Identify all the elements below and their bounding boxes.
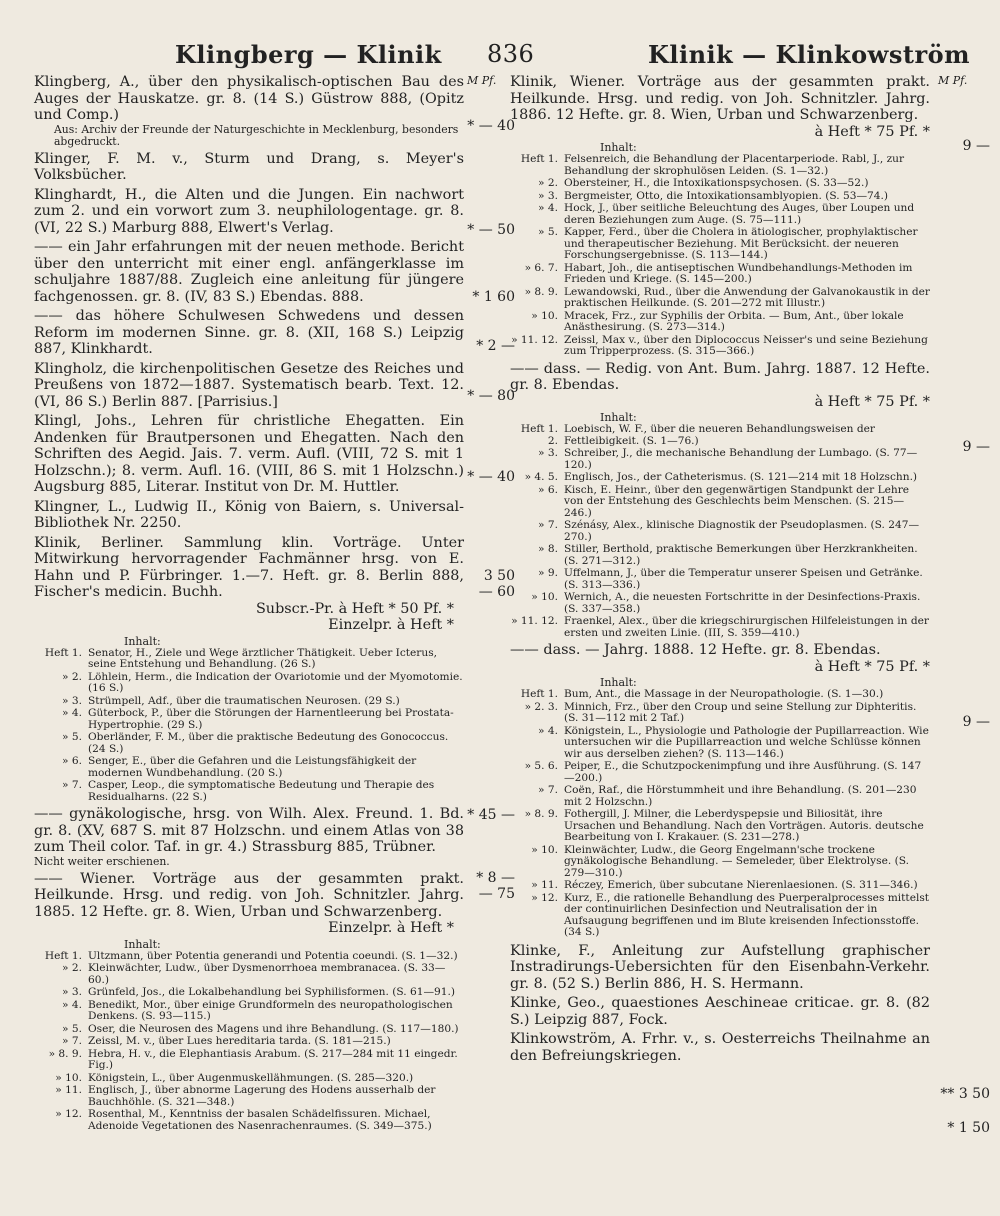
list-item [510,154,930,177]
item-text: Lewandowski, Rud., über die Anwendung der Galvanokaustik in der praktischen Heilkunde. (S. 201—272 mit Illustr.) [564,285,930,309]
item-number: Heft 1. [44,949,82,962]
price: — 75 [478,886,515,902]
item-text: Benedikt, Mor., über einige Grundformeln des neuropathologischen Denkens. (S. 93—115.) [88,998,453,1022]
item-text: Hock, J., über seitliche Beleuchtung des Auges, über Loupen und deren Beziehungen zum Auge. (S. 75—111.) [564,202,915,226]
list-item [510,592,930,615]
item-text: Wernich, A., die neuesten Fortschritte in der Desinfections-Praxis. (S. 337—358.) [564,591,921,615]
item-text: Englisch, Jos., der Catheterismus. (S. 121—214 mit 18 Holzschn.) [564,471,918,483]
entry-klingl: Klingl, Johs., Lehren für christliche Ehegatten. Ein Andenken für Brautpersonen und Ehegatten. Nach den Schriften des Aegid. Jais. 7. verm. Aufl. (VIII, 72 S. mit 1 Holzschn.); 8. verm. Aufl. 16. (VIII, 86 S. mit 1 Holzschn.) Augsburg 885, Literar. Institut von Dr. M. Huttler. [34,413,464,495]
list-item [510,568,930,591]
price: * — 40 [467,118,515,134]
list-item [510,689,930,701]
list-item [510,544,930,567]
item-number: » 10. [531,309,558,322]
item-number: » 8. 9. [524,285,558,298]
price: * — 40 [467,469,515,485]
price: * — 50 [467,222,515,238]
item-text: Hebra, H. v., die Elephantiasis Arabum. (S. 217—284 mit 11 eingedr. Fig.) [88,1047,458,1071]
item-number: » 2. [62,962,82,974]
entry-klinghardt-schulwesen: —— das höhere Schulwesen Schwedens und dessen Reform im modernen Sinne. gr. 8. (XII, 168 S.) Leipzig 887, Klinkhardt. [34,308,464,357]
item-text: Englisch, J., über abnorme Lagerung des Hodens ausserhalb der Bauchhöhle. (S. 321—348.) [88,1084,436,1108]
item-text: Senger, E., über die Gefahren und die Leistungsfähigkeit der modernen Wundbehandlung. (20 S.) [88,755,417,779]
item-number: » 4. [538,724,558,737]
list-item [34,1024,464,1036]
left-column [34,74,464,1133]
list-item [34,672,464,695]
price: — 60 [478,584,515,600]
item-text: Mracek, Frz., zur Syphilis der Orbita. — Bum, Ant., über lokale Anästhesirung. (S. 273—314.) [564,309,904,333]
item-text: Löhlein, Herm., die Indication der Ovariotomie und der Myomotomie. (16 S.) [88,670,463,694]
price: * 8 — [476,870,515,886]
price: * 1 60 [472,289,515,305]
item-number: » 2. [538,177,558,189]
item-number: » 3. [538,189,558,202]
right-column [510,74,930,1067]
price-heft-1888: à Heft * 75 Pf. * [814,658,930,675]
item-text: Ultzmann, über Potentia generandi und Potentia coeundi. (S. 1—32.) [88,949,458,962]
list-item [34,1000,464,1023]
item-number: » 11. [55,1084,82,1096]
item-number: » 5. [538,226,558,238]
list-item [510,485,930,520]
contents-heading-1886: Inhalt: [600,141,637,154]
item-number: » 4. [62,998,82,1011]
item-number: » 9. [538,567,558,579]
entry-klinik-wiener-1885: —— Wiener. Vorträge aus der gesammten prakt. Heilkunde. Hrsg. und redig. von Joh. Schnitzler. Jahrg. 1885. 12 Hefte. gr. 8. Wien, Urban und Schwarzenberg. [34,870,464,920]
list-item [510,726,930,761]
contents-heading-1888: Inhalt: [600,676,637,689]
left-price-margin [455,74,515,1134]
item-number: » 4. [538,202,558,214]
item-text: Kleinwächter, Ludw., über Dysmenorrhoea membranacea. (S. 33—60.) [88,962,446,986]
entry-klinik-wiener-1887: —— dass. — Redig. von Ant. Bum. Jahrg. 1887. 12 Hefte. gr. 8. Ebendas. [510,360,930,393]
entry-klingner: Klingner, L., Ludwig II., König von Baiern, s. Universal-Bibliothek Nr. 2250. [34,498,464,531]
price: * — 80 [467,388,515,404]
entry-klinghardt-jahr: —— ein Jahr erfahrungen mit der neuen methode. Bericht über den unterricht mit einer engl. anfängerklasse im schuljahre 1887/88. Zugleich eine anleitung für jüngere fachgenossen. gr. 8. (IV, 83 S.) Ebendas. 888. [34,239,464,305]
list-item [34,696,464,708]
contents-list-1888 [510,689,930,939]
list-item [510,424,930,447]
item-number: » 12. [55,1108,82,1120]
item-number: Heft 1. 2. [520,423,558,447]
item-number: » 5. 6. [524,760,558,772]
list-item [510,263,930,286]
item-text: Szénásy, Alex., klinische Diagnostik der Pseudoplasmen. (S. 247—270.) [564,519,920,543]
item-number: » 7. [62,779,82,791]
list-item [34,1036,464,1048]
list-item [510,472,930,484]
entry-klinghardt: Klinghardt, H., die Alten und die Jungen. Ein nachwort zum 2. und ein vorwort zum 3. neuphilologentage. gr. 8. (VI, 22 S.) Marburg 888, Elwert's Verlag. [34,186,464,236]
price-subscr: Subscr.-Pr. à Heft * 50 Pf. * [255,600,454,617]
list-item [34,648,464,671]
list-item [510,203,930,226]
item-number: » 7. [538,784,558,796]
entry-klinger: Klinger, F. M. v., Sturm und Drang, s. Meyer's Volksbücher. [34,150,464,183]
entry-note: Aus: Archiv der Freunde der Naturgeschichte in Mecklenburg, besonders abgedruckt. [54,122,459,148]
item-number: Heft 1. [520,688,558,700]
contents-heading-1887: Inhalt: [600,411,637,424]
right-price-margin [930,74,1000,1134]
price-heft-1886: à Heft * 75 Pf. * [814,123,930,140]
price: * 2 — [476,338,515,354]
item-text: Coën, Raf., die Hörstummheit und ihre Behandlung. (S. 201—230 mit 2 Holzschn.) [564,784,917,808]
list-item [34,963,464,986]
item-number: » 3. [538,447,558,459]
price: * 45 — [467,807,515,823]
list-item [510,335,930,358]
list-item [510,191,930,203]
item-text: Habart, Joh., die antiseptischen Wundbehandlungs-Methoden im Frieden und Kriege. (S. 145—200.) [564,261,913,285]
item-text: Königstein, L., Physiologie und Pathologie der Pupillarreaction. Wie untersuchen wir die Pupillarreaction und welche Schlüsse können wir aus derselben ziehen? (S. 113—146.) [564,724,929,760]
entry-klinik-gynaek: —— gynäkologische, hrsg. von Wilh. Alex. Freund. 1. Bd. gr. 8. (XV, 687 S. mit 87 Holzschn. und einem Atlas von 38 zum Theil color. Taf. in gr. 4.) Strassburg 885, Trübner. [34,806,464,855]
item-number: » 11. [531,879,558,891]
list-item [510,311,930,334]
entry-klinke-geo: Klinke, Geo., quaestiones Aeschineae criticae. gr. 8. (82 S.) Leipzig 887, Fock. [510,995,930,1028]
item-number: » 11. 12. [511,615,558,627]
item-text: Loebisch, W. F., über die neueren Behandlungsweisen der Fettleibigkeit. (S. 1—76.) [564,423,875,447]
list-item [34,780,464,803]
item-text: Minnich, Frz., über den Croup und seine Stellung zur Diphteritis. (S. 31—112 mit 2 Taf.) [564,700,917,724]
item-text: Schreiber, J., die mechanische Behandlung der Lumbago. (S. 77—120.) [564,447,918,471]
item-number: » 6. 7. [524,261,558,274]
price: 3 50 [483,568,515,584]
list-item [510,761,930,784]
item-text: Felsenreich, die Behandlung der Placentarperiode. Rabl, J., zur Behandlung der skrophulösen Leiden. (S. 1—32.) [564,153,905,177]
item-text: Fraenkel, Alex., über die kriegschirurgischen Hilfeleistungen in der ersten und zweiten Linie. (III, S. 359—410.) [564,615,929,639]
item-text: Oberländer, F. M., über die praktische Bedeutung des Gonococcus. (24 S.) [88,731,449,755]
item-text: Rosenthal, M., Kenntniss der basalen Schädelfissuren. Michael, Adenoide Vegetationen des Nasenrachenraumes. (S. 349—375.) [88,1108,432,1132]
item-number: » 2. 3. [524,700,558,713]
item-number: » 8. 9. [524,808,558,820]
margin-heading: M Pf. [938,74,968,87]
entry-klinik-wiener-1888: —— dass. — Jahrg. 1888. 12 Hefte. gr. 8. Ebendas. [510,642,881,658]
list-item [510,785,930,808]
item-text: Peiper, E., die Schutzpockenimpfung und ihre Ausführung. (S. 147—200.) [564,760,922,784]
page-number: 836 [487,40,535,68]
item-number: » 11. 12. [511,333,558,346]
list-item [34,1049,464,1072]
item-number: » 10. [531,591,558,603]
item-number: » 10. [531,843,558,856]
contents-list-1887 [510,424,930,639]
item-number: » 8. 9. [48,1047,82,1060]
item-text: Senator, H., Ziele und Wege ärztlicher Thätigkeit. Ueber Icterus, seine Entstehung und Behandlung. (26 S.) [88,646,437,670]
item-text: Fothergill, J. Milner, die Leberdyspepsie und Biliosität, ihre Ursachen und Behandlung. Nach den Vorträgen. Autoris. deutsche Bearbeitung von I. Krakauer. (S. 231—278.) [564,808,924,843]
list-item [510,227,930,262]
list-item [510,880,930,892]
item-text: Kurz, E., die rationelle Behandlung des Puerperalprocesses mittelst der continuirlichen Desinfection und Neutralisation der in Aufsaugung begriffenen und im Blute kreisenden Infectionsstoffe. (34 S.) [564,891,930,938]
list-item [510,845,930,880]
list-item [34,1085,464,1108]
item-text: Königstein, L., über Augenmuskellähmungen. (S. 285—320.) [88,1071,414,1084]
price: ** 3 50 [940,1086,990,1102]
item-text: Kisch, E. Heinr., über den gegenwärtigen Standpunkt der Lehre von der Entstehung des Geschlechts beim Menschen. (S. 215—246.) [564,483,910,519]
entry-klinik-wiener-1886: Klinik, Wiener. Vorträge aus der gesammten prakt. Heilkunde. Hrsg. und redig. von Joh. Schnitzler. Jahrg. 1886. 12 Hefte. gr. 8. Wien, Urban und Schwarzenberg. [510,74,930,123]
list-item [34,756,464,779]
list-item [34,1109,464,1132]
list-item [34,1073,464,1085]
list-item [510,287,930,310]
item-number: » 3. [62,986,82,998]
running-head-left: Klingberg — Klinik [175,40,442,69]
item-text: Obersteiner, H., die Intoxikationspsychosen. (S. 33—52.) [564,177,869,189]
entry-note-gynaek: Nicht weiter erschienen. [34,854,170,868]
item-number: » 7. [538,519,558,531]
price-einzel: Einzelpr. à Heft * [328,617,454,633]
list-item [510,809,930,844]
price: 9 — [962,138,990,154]
entry-klingholz: Klingholz, die kirchenpolitischen Gesetze des Reiches und Preußens von 1872—1887. Systematisch bearb. Text. 12. (VI, 86 S.) Berlin 887. [Parrisius.] [34,360,464,410]
item-text: Kleinwächter, Ludw., die Georg Engelmann'sche trockene gynäkologische Behandlung. — Semeleder, über Elektrolyse. (S. 279—310.) [564,843,909,879]
entry-klingberg [34,74,464,124]
item-text: Oser, die Neurosen des Magens und ihre Behandlung. (S. 117—180.) [88,1022,459,1035]
item-text: Güterbock, P., über die Störungen der Harnentleerung bei Prostata-Hypertrophie. (29 S.) [88,707,454,731]
list-item [510,702,930,725]
item-text: Bergmeister, Otto, die Intoxikationsamblyopien. (S. 53—74.) [564,189,889,202]
list-item [510,178,930,190]
item-number: Heft 1. [520,153,558,165]
item-number: » 4. 5. [524,471,558,483]
item-number: » 10. [55,1071,82,1084]
item-number: » 5. [62,1022,82,1035]
price: 9 — [962,439,990,455]
entry-klinik-berliner: Klinik, Berliner. Sammlung klin. Vorträge. Unter Mitwirkung hervorragender Fachmänner hrsg. von E. Hahn und P. Fürbringer. 1.—7. Heft. gr. 8. Berlin 888, Fischer's medicin. Buchh. [34,534,464,600]
item-number: » 6. [62,755,82,767]
item-number: » 5. [62,731,82,743]
contents-list-1886 [510,154,930,358]
contents-list-wiener-1885 [34,951,464,1133]
list-item [510,520,930,543]
item-number: Heft 1. [44,646,82,659]
item-text: Zeissl, Max v., über den Diplococcus Neisser's und seine Beziehung zum Tripperprozess. (S. 315—366.) [564,333,928,357]
item-number: » 12. [531,891,558,904]
item-text: Kapper, Ferd., über die Cholera in ätiologischer, prophylaktischer und therapeutischer Beziehung. Mit Berücksicht. der neueren Forschungsergebnisse. (S. 113—144.) [564,226,918,261]
contents-heading: Inhalt: [124,634,161,648]
margin-heading: M Pf. [467,74,497,87]
item-number: » 8. [538,543,558,555]
item-text: Strümpell, Adf., über die traumatischen Neurosen. (29 S.) [88,694,400,707]
item-text: Casper, Leop., die symptomatische Bedeutung und Therapie des Residualharns. (22 S.) [88,779,435,803]
item-number: » 7. [62,1035,82,1047]
item-number: » 6. [538,483,558,496]
list-item [34,951,464,963]
entry-klinke-f: Klinke, F., Anleitung zur Aufstellung graphischer Instradirungs-Uebersichten für den Eisenbahn-Verkehr. gr. 8. (52 S.) Berlin 886, H. S. Hermann. [510,942,930,992]
price: 9 — [962,714,990,730]
item-text: Grünfeld, Jos., die Lokalbehandlung bei Syphilisformen. (S. 61—91.) [88,986,456,998]
list-item [34,987,464,999]
price: * 1 50 [947,1120,990,1136]
price-heft-1887: à Heft * 75 Pf. * [814,393,930,410]
entry-klinkowstroem: Klinkowström, A. Frhr. v., s. Oesterreichs Theilnahme an den Befreiungskriegen. [510,1031,930,1064]
running-head-right: Klinik — Klinkowström [648,40,970,69]
item-text: Bum, Ant., die Massage in der Neuropathologie. (S. 1—30.) [564,688,884,700]
list-item [510,616,930,639]
item-text: Stiller, Berthold, praktische Bemerkungen über Herzkrankheiten. (S. 271—312.) [564,543,918,567]
list-item [510,448,930,471]
entry-text: Klingberg, A., über den physikalisch-optischen Bau des Auges der Hauskatze. gr. 8. (14 S.) Güstrow 888, (Opitz und Comp.) [34,74,464,123]
item-text: Uffelmann, J., über die Temperatur unserer Speisen und Getränke. (S. 313—336.) [564,567,923,591]
list-item [510,893,930,939]
contents-list-berliner [34,648,464,804]
item-text: Zeissl, M. v., über Lues hereditaria tarda. (S. 181—215.) [88,1035,391,1047]
item-number: » 3. [62,694,82,707]
list-item [34,708,464,731]
price-einzel-1885: Einzelpr. à Heft * [328,920,454,936]
contents-heading-1885: Inhalt: [124,937,161,951]
list-item [34,732,464,755]
item-text: Réczey, Emerich, über subcutane Nierenlaesionen. (S. 311—346.) [564,879,918,891]
item-number: » 2. [62,670,82,683]
item-number: » 4. [62,707,82,719]
